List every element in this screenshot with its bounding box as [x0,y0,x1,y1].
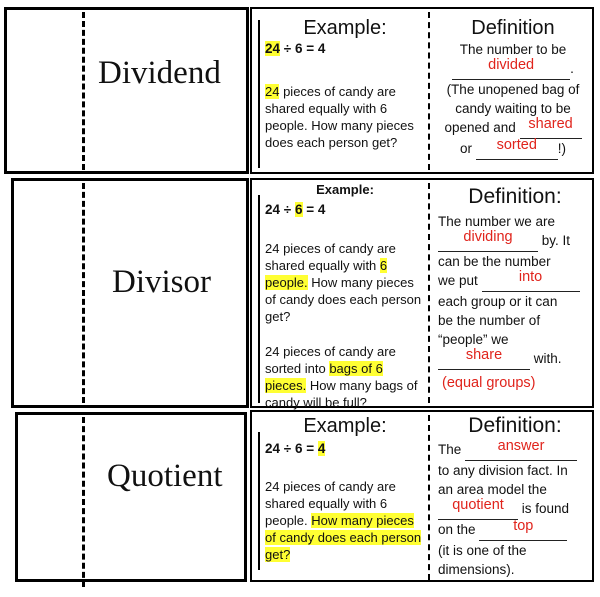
column-divider [428,12,430,170]
definition-heading: Definition: [468,414,562,437]
fold-line [82,183,85,403]
term-dividend: Dividend [98,55,221,91]
definition-text: The number we are dividing by. It can be the number we put into each group or it can be the number of “people” we share with. [438,212,594,370]
example-heading: Example: [303,17,387,39]
definition-text: The number to be divided . (The unopened bag of candy waiting to be opened and shared or sorted !) [438,40,588,160]
fold-line [82,417,85,587]
column-divider [428,415,430,580]
left-margin-line [258,432,260,570]
example-word-problem-1: 24 pieces of candy are shared equally with 6 people. How many pieces of candy does each person get? [265,241,422,324]
definition-text: The answer to any division fact. In an area model the quotient is found on the top (it is one of the dimensions). [438,440,594,579]
left-margin-line [258,20,260,168]
definition-heading: Definition: [468,185,562,208]
definition-heading: Definition [471,17,555,39]
example-heading: Example: [316,182,374,197]
example-word-problem-2: 24 pieces of candy are sorted into bags of 6 pieces. How many bags of candy will be full? [265,344,418,410]
term-quotient: Quotient [107,458,223,494]
term-divisor: Divisor [112,264,211,300]
left-margin-line [258,195,260,403]
quotient-term-card [15,412,247,582]
example-word-problem: 24 pieces of candy are shared equally with 6 people. How many pieces of candy does each person get? [265,479,422,562]
example-word-problem: 24 pieces of candy are shared equally with 6 people. How many pieces does each person get? [265,84,414,150]
column-divider [428,183,430,403]
example-heading: Example: [303,415,387,437]
example-equation: 24 ÷ 6 = 4 [265,202,326,217]
example-equation: 24 ÷ 6 = 4 [265,441,326,456]
example-equation: 24 ÷ 6 = 4 [265,41,326,56]
fold-line [82,12,85,170]
definition-note: (equal groups) [442,375,536,391]
